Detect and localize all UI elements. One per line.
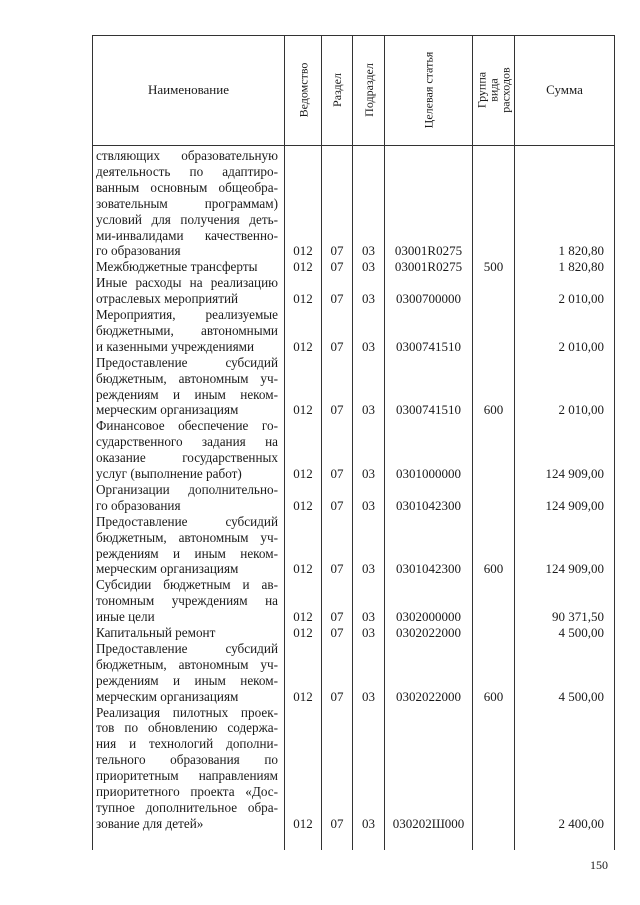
col-border — [284, 35, 285, 850]
row-name-line: реждениям и иным неком- — [96, 545, 278, 561]
col-border — [614, 35, 615, 850]
cell-dept: 012 — [293, 497, 313, 513]
row-name-line: Межбюджетные трансферты — [96, 259, 258, 275]
row-name-line: Предоставление субсидий — [96, 513, 278, 529]
cell-target: 0301000000 — [396, 466, 461, 481]
row-name-line: отраслевых мероприятий — [96, 291, 239, 307]
cell-sum: 124 909,00 — [545, 466, 604, 481]
cell-subsection: 03 — [362, 688, 375, 704]
cell-section: 07 — [330, 625, 344, 640]
cell-subsection: 03 — [362, 291, 375, 307]
row-name-line: Субсидии бюджетным и ав- — [96, 577, 278, 593]
cell-sum: 1 820,80 — [558, 259, 604, 275]
cell-subsection: 03 — [362, 259, 375, 275]
header-sum: Сумма — [546, 82, 583, 97]
cell-section: 07 — [330, 466, 344, 481]
cell-target: 03001R0275 — [394, 259, 463, 275]
cell-target: 0301042300 — [396, 561, 461, 577]
cell-dept: 012 — [293, 291, 313, 307]
cell-subsection: 03 — [362, 625, 375, 640]
row-name-line: деятельность по адаптиро- — [96, 163, 278, 179]
cell-section: 07 — [330, 402, 344, 418]
cell-section: 07 — [330, 561, 344, 577]
row-name-line: ванным основным общеобра- — [96, 179, 278, 195]
row-name-line: Предоставление субсидий — [96, 354, 278, 370]
cell-group: 500 — [483, 259, 504, 275]
row-name-line: ствляющих образовательную — [96, 148, 278, 163]
cell-group: 600 — [483, 402, 504, 418]
header-subsection: Подраздел — [361, 63, 376, 117]
row-name-line: приоритетного проекта «Дос- — [96, 784, 278, 799]
row-name-line: и казенными учреждениями — [96, 338, 255, 354]
cell-subsection: 03 — [362, 497, 375, 513]
cell-subsection: 03 — [362, 402, 375, 418]
cell-section: 07 — [330, 609, 344, 625]
cell-sum: 90 371,50 — [552, 609, 604, 625]
cell-sum: 1 820,80 — [558, 243, 604, 259]
cell-group: 600 — [483, 561, 504, 577]
row-name-line: реждениям и иным неком- — [96, 386, 278, 402]
row-name-line: зование для детей» — [96, 815, 204, 831]
row-name-line: бюджетным, автономным уч- — [96, 656, 278, 672]
row-name-line: сударственного задания на — [96, 434, 278, 450]
cell-sum: 2 010,00 — [558, 291, 604, 307]
row-name-line: бюджетным, автономным уч- — [96, 370, 278, 386]
cell-target: 0302022000 — [396, 688, 461, 704]
cell-sum: 4 500,00 — [558, 625, 604, 640]
cell-target: 0302000000 — [396, 609, 461, 625]
cell-target: 0300741510 — [396, 338, 461, 354]
cell-dept: 012 — [293, 402, 313, 418]
row-name-line: го образования — [96, 243, 181, 259]
row-name-line: тельного образования по — [96, 752, 278, 768]
col-border — [384, 35, 385, 850]
cell-sum: 2 010,00 — [558, 338, 604, 354]
page-number: 150 — [590, 858, 608, 872]
cell-target: 03001R0275 — [394, 243, 463, 259]
row-name-line: тов по обновлению содержа- — [96, 720, 278, 736]
row-name-line: мерческим организациям — [96, 561, 239, 577]
row-name-line: ми-инвалидами качественно- — [96, 227, 278, 243]
row-name-line: бюджетными, автономными — [96, 322, 278, 338]
header-dept: Ведомство — [296, 62, 311, 118]
row-name-line: Капитальный ремонт — [96, 625, 216, 640]
col-border — [321, 35, 322, 850]
row-name-line: Мероприятия, реализуемые — [96, 307, 278, 322]
cell-section: 07 — [330, 243, 344, 259]
row-name-line: Финансовое обеспечение го- — [96, 418, 278, 434]
cell-section: 07 — [330, 497, 344, 513]
row-name-line: условий для получения деть- — [96, 211, 278, 227]
row-name-line: Реализация пилотных проек- — [96, 704, 278, 720]
cell-dept: 012 — [293, 625, 313, 640]
cell-group: 600 — [483, 688, 504, 704]
row-name-line: услуг (выполнение работ) — [96, 466, 242, 481]
header-target: Целевая статья — [421, 51, 436, 129]
cell-target: 0302022000 — [396, 625, 461, 640]
col-border — [472, 35, 473, 850]
cell-dept: 012 — [293, 259, 313, 275]
row-name-line: го образования — [96, 497, 181, 513]
col-border — [514, 35, 515, 850]
header-group: Группа вида расходов — [474, 67, 513, 113]
row-name-line: оказание государственных — [96, 450, 278, 466]
cell-dept: 012 — [293, 338, 313, 354]
cell-dept: 012 — [293, 466, 313, 481]
cell-subsection: 03 — [362, 561, 375, 577]
row-name-line: тупное дополнительное обра- — [96, 799, 278, 815]
row-name-line: мерческим организациям — [96, 688, 239, 704]
row-name-line: тономным учреждениям на — [96, 593, 278, 609]
cell-section: 07 — [330, 291, 344, 307]
row-name-line: иные цели — [96, 609, 155, 625]
header-bottom-border — [92, 145, 615, 146]
col-border — [352, 35, 353, 850]
header-name: Наименование — [148, 82, 229, 97]
row-name-line: мерческим организациям — [96, 402, 239, 418]
cell-subsection: 03 — [362, 338, 375, 354]
cell-dept: 012 — [293, 561, 313, 577]
row-name-line: реждениям и иным неком- — [96, 672, 278, 688]
cell-dept: 012 — [293, 243, 313, 259]
cell-sum: 124 909,00 — [545, 561, 604, 577]
cell-target: 0301042300 — [396, 497, 461, 513]
cell-dept: 012 — [293, 609, 313, 625]
cell-sum: 2 010,00 — [558, 402, 604, 418]
header-section: Раздел — [330, 73, 345, 107]
cell-sum: 124 909,00 — [545, 497, 604, 513]
cell-sum: 2 400,00 — [558, 815, 604, 831]
row-name-line: зовательным программам) — [96, 195, 278, 211]
cell-sum: 4 500,00 — [558, 688, 604, 704]
cell-dept: 012 — [293, 688, 313, 704]
row-name-line: Предоставление субсидий — [96, 640, 278, 656]
cell-subsection: 03 — [362, 609, 375, 625]
cell-dept: 012 — [293, 815, 313, 831]
row-name-line: бюджетным, автономным уч- — [96, 529, 278, 545]
cell-target: 030202Ш000 — [392, 815, 465, 831]
row-name-line: Организации дополнительно- — [96, 481, 278, 497]
row-name-line: Иные расходы на реализацию — [96, 275, 278, 291]
cell-subsection: 03 — [362, 815, 375, 831]
cell-section: 07 — [330, 688, 344, 704]
cell-section: 07 — [330, 259, 344, 275]
cell-target: 0300741510 — [396, 402, 461, 418]
col-border — [92, 35, 93, 850]
cell-target: 0300700000 — [396, 291, 461, 307]
cell-subsection: 03 — [362, 466, 375, 481]
cell-section: 07 — [330, 338, 344, 354]
row-name-line: приоритетным направлениям — [96, 768, 278, 784]
cell-section: 07 — [330, 815, 344, 831]
cell-subsection: 03 — [362, 243, 375, 259]
row-name-line: ния и технологий дополни- — [96, 736, 278, 752]
